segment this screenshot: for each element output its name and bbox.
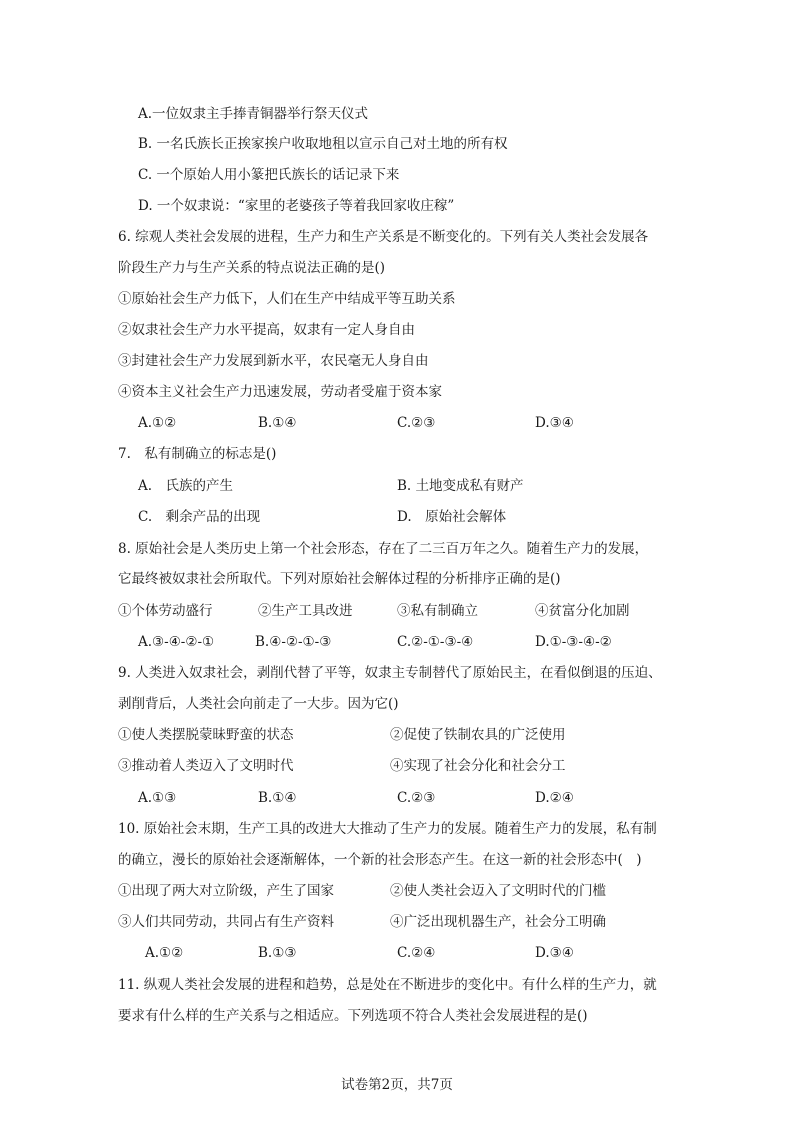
q9-stem-line-2: 剥削背后，人类社会向前走了一大步。因为它(): [118, 696, 399, 712]
q9-option-a: A.①③: [138, 790, 177, 806]
q8-item-2: ②生产工具改进: [258, 603, 353, 619]
q7-stem: 7. 私有制确立的标志是(): [118, 446, 277, 462]
q6-option-a: A.①②: [138, 415, 177, 431]
q8-item-1: ①个体劳动盛行: [118, 603, 213, 619]
q7-option-b: B. 土地变成私有财产: [397, 478, 524, 494]
q9-stem-line-1: 9. 人类进入奴隶社会，剥削代替了平等，奴隶主专制替代了原始民主，在看似倒退的压迫、: [118, 665, 662, 681]
q10-option-b: B.①③: [258, 945, 297, 961]
q10-item-3: ③人们共同劳动，共同占有生产资料: [118, 914, 334, 930]
q11-stem-line-1: 11. 纵观人类社会发展的进程和趋势，总是处在不断进步的变化中。有什么样的生产力，就: [118, 977, 657, 993]
q5-option-a: A.一位奴隶主手捧青铜器举行祭天仪式: [138, 106, 369, 122]
q8-stem-line-2: 它最终被奴隶社会所取代。下列对原始社会解体过程的分析排序正确的是(): [118, 571, 561, 587]
q9-option-c: C.②③: [397, 790, 436, 806]
q10-item-2: ②使人类社会迈入了文明时代的门槛: [390, 883, 606, 899]
q11-stem-line-2: 要求有什么样的生产关系与之相适应。下列选项不符合人类社会发展进程的是(): [118, 1008, 588, 1024]
q8-option-d: D.①-③-④-②: [535, 634, 612, 650]
q9-option-d: D.②④: [535, 790, 574, 806]
q9-item-4: ④实现了社会分化和社会分工: [390, 758, 566, 774]
q9-item-2: ②促使了铁制农具的广泛使用: [390, 727, 566, 743]
q10-item-1: ①出现了两大对立阶级，产生了国家: [118, 883, 334, 899]
q7-option-a: A. 氏族的产生: [138, 478, 234, 494]
q8-stem-line-1: 8. 原始社会是人类历史上第一个社会形态，存在了二三百万年之久。随着生产力的发展，: [118, 541, 649, 557]
q5-option-c: C. 一个原始人用小篆把氏族长的话记录下来: [138, 167, 400, 183]
q8-item-4: ④贫富分化加剧: [535, 603, 630, 619]
q7-option-c: C. 剩余产品的出现: [138, 509, 261, 525]
q6-stem-line-1: 6. 综观人类社会发展的进程，生产力和生产关系是不断变化的。下列有关人类社会发展各: [118, 229, 649, 245]
q10-item-4: ④广泛出现机器生产，社会分工明确: [390, 914, 606, 930]
q9-option-b: B.①④: [258, 790, 297, 806]
q5-option-d: D. 一个奴隶说：“家里的老婆孩子等着我回家收庄稼”: [138, 198, 455, 214]
q6-item-2: ②奴隶社会生产力水平提高，奴隶有一定人身自由: [118, 322, 415, 338]
q7-option-d: D. 原始社会解体: [397, 509, 507, 525]
q6-item-3: ③封建社会生产力发展到新水平，农民毫无人身自由: [118, 353, 429, 369]
q8-option-c: C.②-①-③-④: [397, 634, 474, 650]
q10-stem-line-1: 10. 原始社会末期，生产工具的改进大大推动了生产力的发展。随着生产力的发展，私有制: [118, 821, 657, 837]
q10-option-a: A.①②: [145, 945, 184, 961]
q6-item-1: ①原始社会生产力低下，人们在生产中结成平等互助关系: [118, 291, 456, 307]
q6-option-c: C.②③: [397, 415, 436, 431]
q10-option-d: D.③④: [535, 945, 574, 961]
q10-stem-line-2: 的确立，漫长的原始社会逐渐解体，一个新的社会形态产生。在这一新的社会形态中( ): [118, 852, 642, 868]
q8-item-3: ③私有制确立: [397, 603, 478, 619]
q10-option-c: C.②④: [397, 945, 436, 961]
q8-option-a: A.③-④-②-①: [138, 634, 215, 650]
q6-item-4: ④资本主义社会生产力迅速发展，劳动者受雇于资本家: [118, 384, 442, 400]
q9-item-1: ①使人类摆脱蒙昧野蛮的状态: [118, 727, 294, 743]
q9-item-3: ③推动着人类迈入了文明时代: [118, 758, 294, 774]
q8-option-b: B.④-②-①-③: [255, 634, 332, 650]
q6-option-b: B.①④: [258, 415, 297, 431]
page-footer: 试卷第2页，共7页: [341, 1077, 453, 1093]
q6-option-d: D.③④: [535, 415, 574, 431]
q6-stem-line-2: 阶段生产力与生产关系的特点说法正确的是(): [118, 260, 386, 276]
q5-option-b: B. 一名氏族长正挨家挨户收取地租以宣示自己对土地的所有权: [138, 136, 508, 152]
